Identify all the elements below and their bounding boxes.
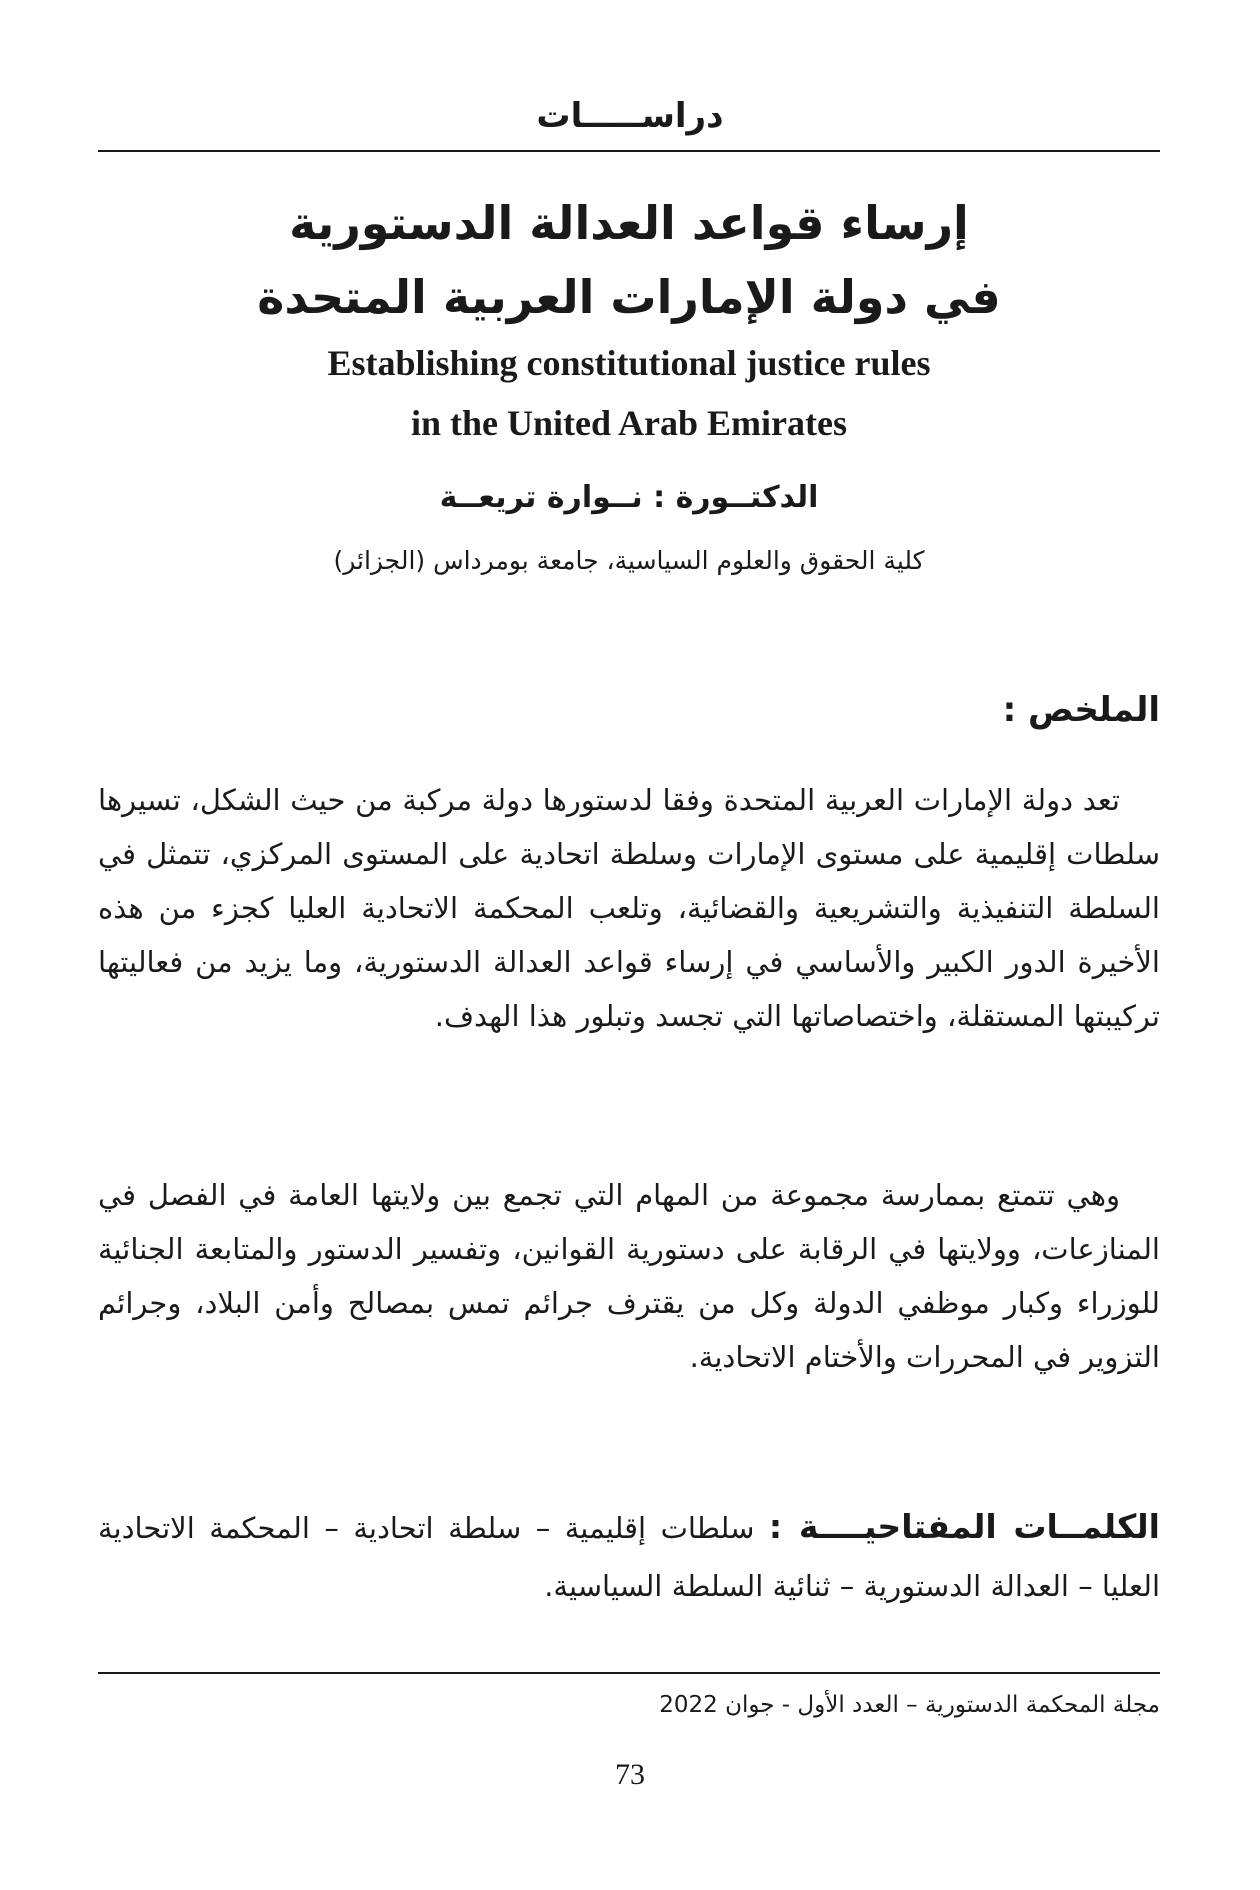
abstract-paragraph-1: تعد دولة الإمارات العربية المتحدة وفقا لدستورها دولة مركبة من حيث الشكل، تسيرها سلطات إقليمية على مستوى الإمارات وسلطة اتحادية على المستوى المركزي، تتمثل في السلطة التنفيذية والتشريعية والقضائية، وتلعب المحكمة الاتحادية العليا كجزء من هذه الأخيرة الدور الكبير والأساسي في إرساء قواعد العدالة الدستورية، وما يزيد من فعاليتها تركيبتها المستقلة، واختصاصاتها التي تجسد وتبلور هذا الهدف. bbox=[98, 783, 1160, 1033]
author-name: الدكتــورة : نــوارة تريعــة bbox=[439, 480, 819, 515]
abstract-paragraph-2: وهي تتمتع بممارسة مجموعة من المهام التي تجمع بين ولايتها العامة في الفصل في المنازعات، وولايتها في الرقابة على دستورية القوانين، وتفسير الدستور والمتابعة الجنائية للوزراء وكبار موظفي الدولة وكل من يقترف جرائم تمس بمصالح وأمن البلاد، وجرائم التزوير في المحررات والأختام الاتحادية. bbox=[98, 1178, 1160, 1374]
header-rule bbox=[98, 150, 1160, 152]
keywords-text: سلطات إقليمية – سلطة اتحادية – المحكمة الاتحادية العليا – العدالة الدستورية – ثنائية السلطة السياسية. bbox=[98, 1511, 1160, 1603]
abstract-heading: الملخص : bbox=[1002, 690, 1160, 730]
footer-rule bbox=[98, 1672, 1160, 1674]
arabic-title-line-1: إرساء قواعد العدالة الدستورية bbox=[289, 196, 969, 250]
section-label: دراســـــات bbox=[536, 96, 724, 136]
page-number: 73 bbox=[615, 1758, 645, 1791]
keywords-block bbox=[98, 1498, 1160, 1615]
arabic-title-line-2: في دولة الإمارات العربية المتحدة bbox=[257, 270, 1001, 324]
keywords-label: الكلمــات المفتاحيــــة : bbox=[768, 1507, 1160, 1546]
journal-footer: مجلة المحكمة الدستورية – العدد الأول - جوان 2022 bbox=[659, 1692, 1160, 1718]
english-title-line-1: Establishing constitutional justice rules bbox=[327, 343, 931, 383]
author-affiliation: كلية الحقوق والعلوم السياسية، جامعة بومرداس (الجزائر) bbox=[333, 546, 925, 575]
english-title-line-2: in the United Arab Emirates bbox=[411, 403, 847, 443]
